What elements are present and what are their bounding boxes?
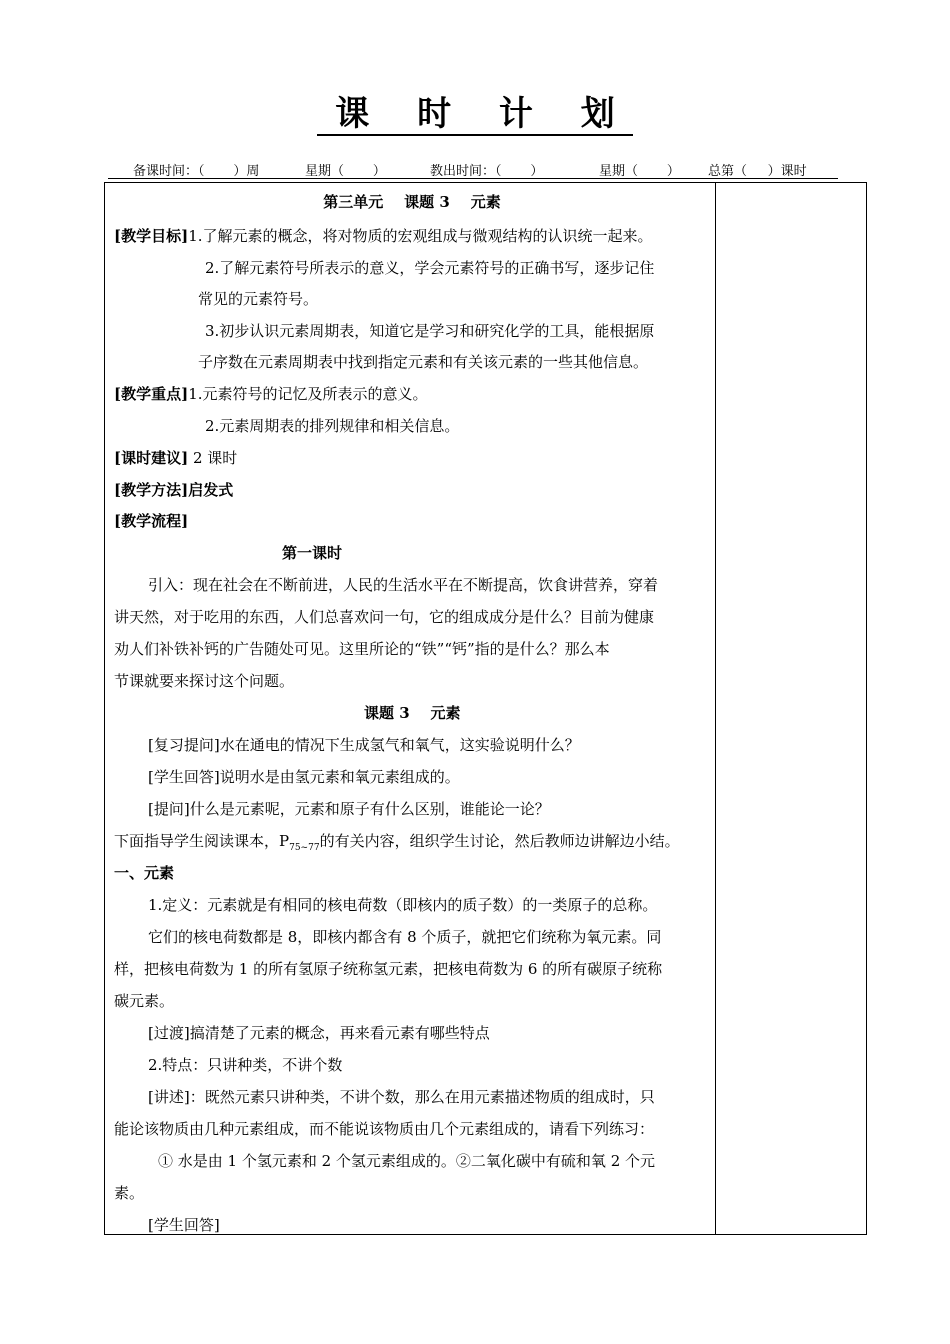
- key-2: 2.元素周期表的排列规律和相关信息。: [205, 417, 460, 435]
- student-answer-2: [学生回答]: [148, 1216, 220, 1234]
- total-hours: 总第（ ）课时: [708, 164, 807, 179]
- page-title: 课 时 计 划: [0, 86, 950, 135]
- key-row: [114, 384, 428, 404]
- review-question: [复习提问]水在通电的情况下生成氢气和氧气，这实验说明什么？: [148, 736, 580, 754]
- goal-3b: 子序数在元素周期表中找到指定元素和有关该元素的一些其他信息。: [198, 353, 649, 371]
- key-1: 1.元素符号的记忆及所表示的意义。: [188, 385, 428, 403]
- method-label: [教学方法]: [114, 481, 189, 499]
- exercise-line-1: ① 水是由 1 个氢元素和 2 个氢元素组成的。②二氧化碳中有硫和氧 2 个元: [158, 1152, 656, 1170]
- section-element: 一、元素: [114, 864, 175, 882]
- teach-time: 教出时间：（ ）: [430, 164, 544, 179]
- example-line-2: 样，把核电荷数为 1 的所有氢原子统称氢元素，把核电荷数为 6 的所有碳原子统称: [114, 960, 663, 978]
- hours-row: [114, 448, 237, 468]
- prep-time: 备课时间：（ ）周: [133, 164, 260, 179]
- unit-title: 第三单元 课题 3 元素: [323, 193, 501, 211]
- hours-label: [课时建议]: [114, 449, 189, 467]
- intro-line-2: 讲天然，对于吃用的东西，人们总喜欢问一句，它的组成成分是什么？目前为健康: [114, 608, 655, 626]
- student-answer: [学生回答]说明水是由氢元素和氧元素组成的。: [148, 768, 460, 786]
- teach-weekday: 星期（ ）: [599, 164, 680, 179]
- feature: 2.特点：只讲种类，不讲个数: [148, 1056, 343, 1074]
- example-line-3: 碳元素。: [114, 992, 175, 1010]
- goals-row: [114, 226, 653, 246]
- column-divider: [715, 182, 716, 1235]
- lecture-line-1: [讲述]：既然元素只讲种类，不讲个数，那么在用元素描述物质的组成时，只: [148, 1088, 655, 1106]
- goals-label: [教学目标]: [114, 227, 189, 245]
- intro-line-1: 引入：现在社会在不断前进，人民的生活水平在不断提高，饮食讲营养，穿着: [148, 576, 659, 594]
- key-label: [教学重点]: [114, 385, 189, 403]
- intro-line-4: 节课就要来探讨这个问题。: [114, 672, 295, 690]
- transition: [过渡]搞清楚了元素的概念，再来看元素有哪些特点: [148, 1024, 490, 1042]
- first-class-heading: 第一课时: [282, 544, 343, 562]
- example-line-1: 它们的核电荷数都是 8，即核内都含有 8 个质子，就把它们统称为氧元素。同: [148, 928, 662, 946]
- guide-post: 的有关内容，组织学生讨论，然后教师边讲解边小结。: [319, 832, 680, 850]
- exercise-line-2: 素。: [114, 1184, 145, 1202]
- goal-1: 1.了解元素的概念，将对物质的宏观组成与微观结构的认识统一起来。: [188, 227, 653, 245]
- goal-3a: 3.初步认识元素周期表，知道它是学习和研究化学的工具，能根据原: [205, 322, 655, 340]
- intro-line-3: 劝人们补铁补钙的广告随处可见。这里所论的“铁”“钙”指的是什么？那么本: [114, 640, 610, 658]
- goal-2a: 2.了解元素符号所表示的意义，学会元素符号的正确书写，逐步记住: [205, 259, 655, 277]
- prep-weekday: 星期（ ）: [305, 164, 386, 179]
- guide-line: [114, 831, 680, 858]
- topic-heading: 课题 3 元素: [364, 704, 461, 722]
- method-value: 启发式: [188, 481, 234, 499]
- question: [提问]什么是元素呢，元素和原子有什么区别，谁能论一论？: [148, 800, 550, 818]
- definition: 1.定义：元素就是有相同的核电荷数（即核内的质子数）的一类原子的总称。: [148, 896, 658, 914]
- hours-value: 2 课时: [188, 449, 238, 467]
- schedule-header: [108, 160, 838, 179]
- guide-pre: 下面指导学生阅读课本，P: [114, 832, 290, 850]
- lecture-line-2: 能论该物质由几种元素组成，而不能说该物质由几个元素组成的，请看下列练习：: [114, 1120, 655, 1138]
- method-row: [114, 480, 233, 500]
- page-range: 75~77: [289, 843, 320, 853]
- flow-label: [教学流程]: [114, 512, 189, 530]
- goal-2b: 常见的元素符号。: [198, 290, 319, 308]
